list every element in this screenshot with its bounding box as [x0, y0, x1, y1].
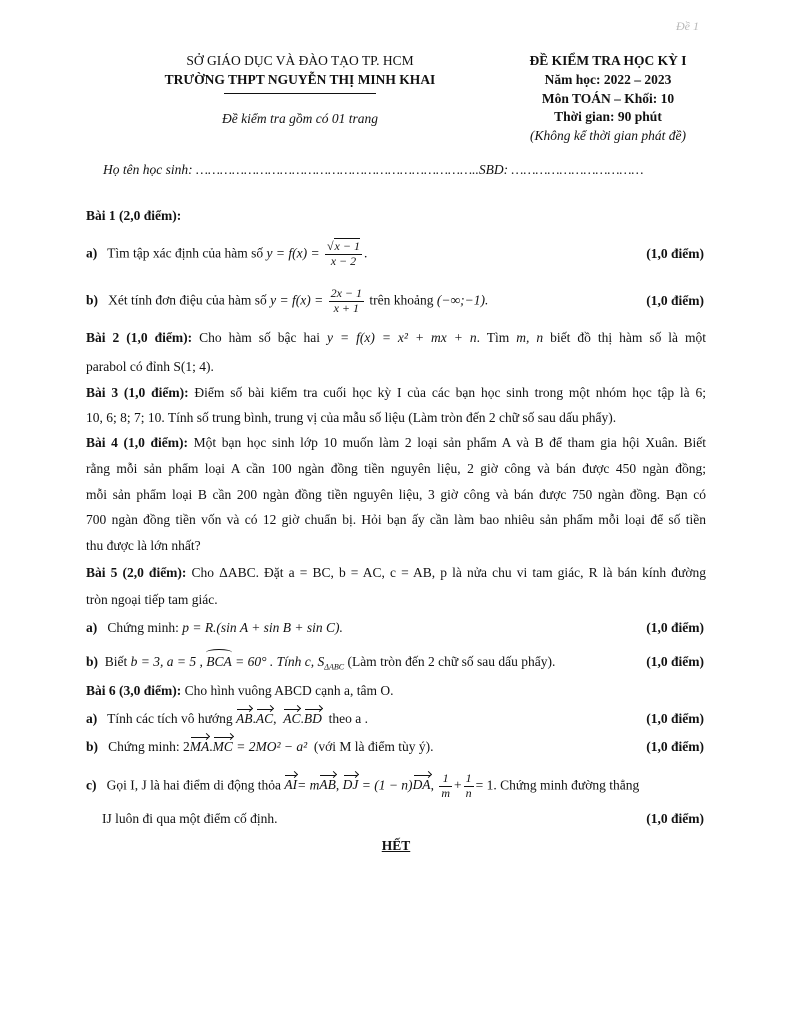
problem-4-title: Bài 4 (1,0 điểm):: [86, 435, 189, 450]
part-label: a): [86, 245, 98, 261]
part-label: c): [86, 777, 97, 793]
vector: AB: [319, 777, 336, 793]
problem-3-line-1: Bài 3 (1,0 điểm): Điểm số bài kiểm tra cuối học kỳ I của các bạn học sinh trong một nhóm học tập là 6;: [86, 385, 706, 400]
vector: AC: [255, 711, 274, 726]
exam-title: ĐỀ KIỂM TRA HỌC KỲ I: [529, 53, 687, 68]
problem-4-line-5: thu được là lớn nhất?: [86, 538, 201, 553]
problem-1b: [86, 287, 706, 316]
problem-3-title: Bài 3 (1,0 điểm):: [86, 385, 189, 400]
quadratic-function: y = f(x) = x² + mx + n: [327, 330, 477, 345]
part-label: a): [86, 620, 98, 635]
problem-1b-text: Xét tính đơn điệu của hàm số: [108, 292, 267, 308]
vector: BD: [303, 711, 322, 726]
vector: MC: [212, 739, 233, 754]
header-underline: [224, 93, 376, 94]
problem-6c-line-2: IJ luôn đi qua một điểm cố định.: [102, 811, 278, 826]
fraction: $\frac{2x - 1}{x + 1}$: [330, 286, 363, 315]
problem-1b-points: (1,0 điểm): [646, 293, 704, 308]
problem-3-line-2: 10, 6; 8; 7; 10. Tính số trung bình, trung vị của mẫu số liệu (Làm tròn đến 2 chữ số sau dấu phẩy).: [86, 410, 617, 425]
function-notation: y = f(x) =: [266, 245, 320, 261]
problem-6c-points: (1,0 điểm): [646, 811, 704, 826]
problem-4-line-3: mỗi sản phẩm loại B cần 200 ngàn đồng tiền nguyên liệu, 3 giờ công và bán được 750 ngàn đồng. Bạn có: [86, 487, 706, 502]
problem-4-line-4: 700 ngàn đồng tiền vốn và có 12 giờ chuẩn bị. Hỏi bạn ấy cần làm bao nhiêu sản phẩm mỗi loại để số tiền: [86, 512, 706, 527]
subject-grade: Môn TOÁN – Khối: 10: [541, 91, 675, 106]
formula: p = R.(sin A + sin B + sin C).: [182, 620, 343, 635]
problem-1-title: Bài 1 (2,0 điểm):: [86, 208, 182, 223]
vector: DA: [412, 777, 431, 793]
vector: DJ: [342, 777, 359, 793]
end-marker: HẾT: [381, 838, 411, 853]
fraction: $\frac{1}{n}$: [465, 771, 472, 800]
problem-2-title: Bài 2 (1,0 điểm):: [86, 330, 193, 345]
part-label: b): [86, 292, 99, 308]
page-corner-label: Đề 1: [676, 19, 699, 33]
exam-duration: Thời gian: 90 phút: [554, 109, 662, 124]
problem-4-line-2: rằng mỗi sản phẩm loại A cần 100 ngàn đồng tiền nguyên liệu, 2 giờ công và bán được 450 ngàn đồng;: [86, 461, 706, 476]
problem-2-line-1: Bài 2 (1,0 điểm): Cho hàm số bậc hai y = f(x) = x² + mx + n. Tìm m, n biết đồ thị hàm số là một: [86, 330, 707, 345]
department-name: SỞ GIÁO DỤC VÀ ĐÀO TẠO TP. HCM: [186, 53, 414, 68]
function-notation: y = f(x) =: [270, 292, 324, 308]
problem-6c-line-1: c) Gọi I, J là hai điểm di động thỏa AI= mAB, DJ = (1 − n)DA, $\frac{1}{m}$ + $\frac{1}{n}$ = 1. Chứng minh đường thẳng: [86, 771, 640, 800]
problem-6a-points: (1,0 điểm): [646, 711, 704, 726]
vector: MA: [189, 739, 210, 754]
problem-4-line-1: Bài 4 (1,0 điểm): Một bạn học sinh lớp 10 muốn làm 2 loại sản phẩm A và B để tham gia hội Xuân. Biết: [86, 435, 706, 450]
vector: AC: [283, 711, 301, 726]
school-name: TRƯỜNG THPT NGUYỄN THỊ MINH KHAI: [164, 72, 436, 87]
vector: AB: [235, 711, 253, 726]
problem-6b: b) Chứng minh: 2MA.MC = 2MO² − a² (với M là điểm tùy ý).: [86, 739, 434, 754]
problem-6-intro: Bài 6 (3,0 điểm): Cho hình vuông ABCD cạnh a, tâm O.: [86, 683, 394, 698]
problem-1a-points: (1,0 điểm): [646, 246, 704, 261]
problem-5a-points: (1,0 điểm): [646, 620, 704, 635]
part-label: a): [86, 711, 98, 726]
problem-5-line-1: Bài 5 (2,0 điểm): Cho ΔABC. Đặt a = BC, b = AC, c = AB, p là nửa chu vi tam giác, R là bán kính đường: [86, 565, 706, 580]
problem-1a: a) Tìm tập xác định của hàm số y = f(x) = $\frac{√x - 1}{x - 2}$ .: [86, 239, 368, 268]
problem-6-title: Bài 6 (3,0 điểm):: [86, 683, 182, 698]
student-info-line: Họ tên học sinh: ……………………………………………………………..SBD: ……………………………: [103, 162, 644, 177]
interval: (−∞;−1).: [436, 292, 489, 308]
part-label: b): [86, 739, 99, 754]
problem-6b-points: (1,0 điểm): [646, 739, 704, 754]
problem-2-line-2: parabol có đỉnh S(1; 4).: [86, 359, 214, 374]
problem-1a-text: Tìm tập xác định của hàm số: [107, 245, 264, 261]
problem-5b: b) Biết b = 3, a = 5 , BCA = 60° . Tính c, $S_{\Delta ABC}$ (Làm tròn đến 2 chữ số sau dấu phẩy).: [86, 654, 556, 672]
problem-5b-points: (1,0 điểm): [646, 654, 704, 669]
interval-label: trên khoảng: [369, 292, 434, 308]
vector: AI: [284, 777, 298, 793]
problem-5-title: Bài 5 (2,0 điểm):: [86, 565, 187, 580]
problem-5a: a) Chứng minh: p = R.(sin A + sin B + sin C).: [86, 620, 343, 635]
fraction: $\frac{1}{m}$: [441, 771, 450, 800]
school-year: Năm học: 2022 – 2023: [544, 72, 672, 87]
problem-6a: a) Tính các tích vô hướng AB.AC, AC.BD theo a .: [86, 711, 368, 726]
part-label: b): [86, 654, 99, 669]
page-count-note: Đề kiểm tra gồm có 01 trang: [222, 111, 378, 126]
angle-notation: BCA: [206, 654, 232, 669]
problem-5-line-2: tròn ngoại tiếp tam giác.: [86, 592, 218, 607]
duration-note: (Không kể thời gian phát đề): [529, 128, 687, 143]
fraction: $\frac{√x - 1}{x - 2}$: [326, 239, 360, 268]
